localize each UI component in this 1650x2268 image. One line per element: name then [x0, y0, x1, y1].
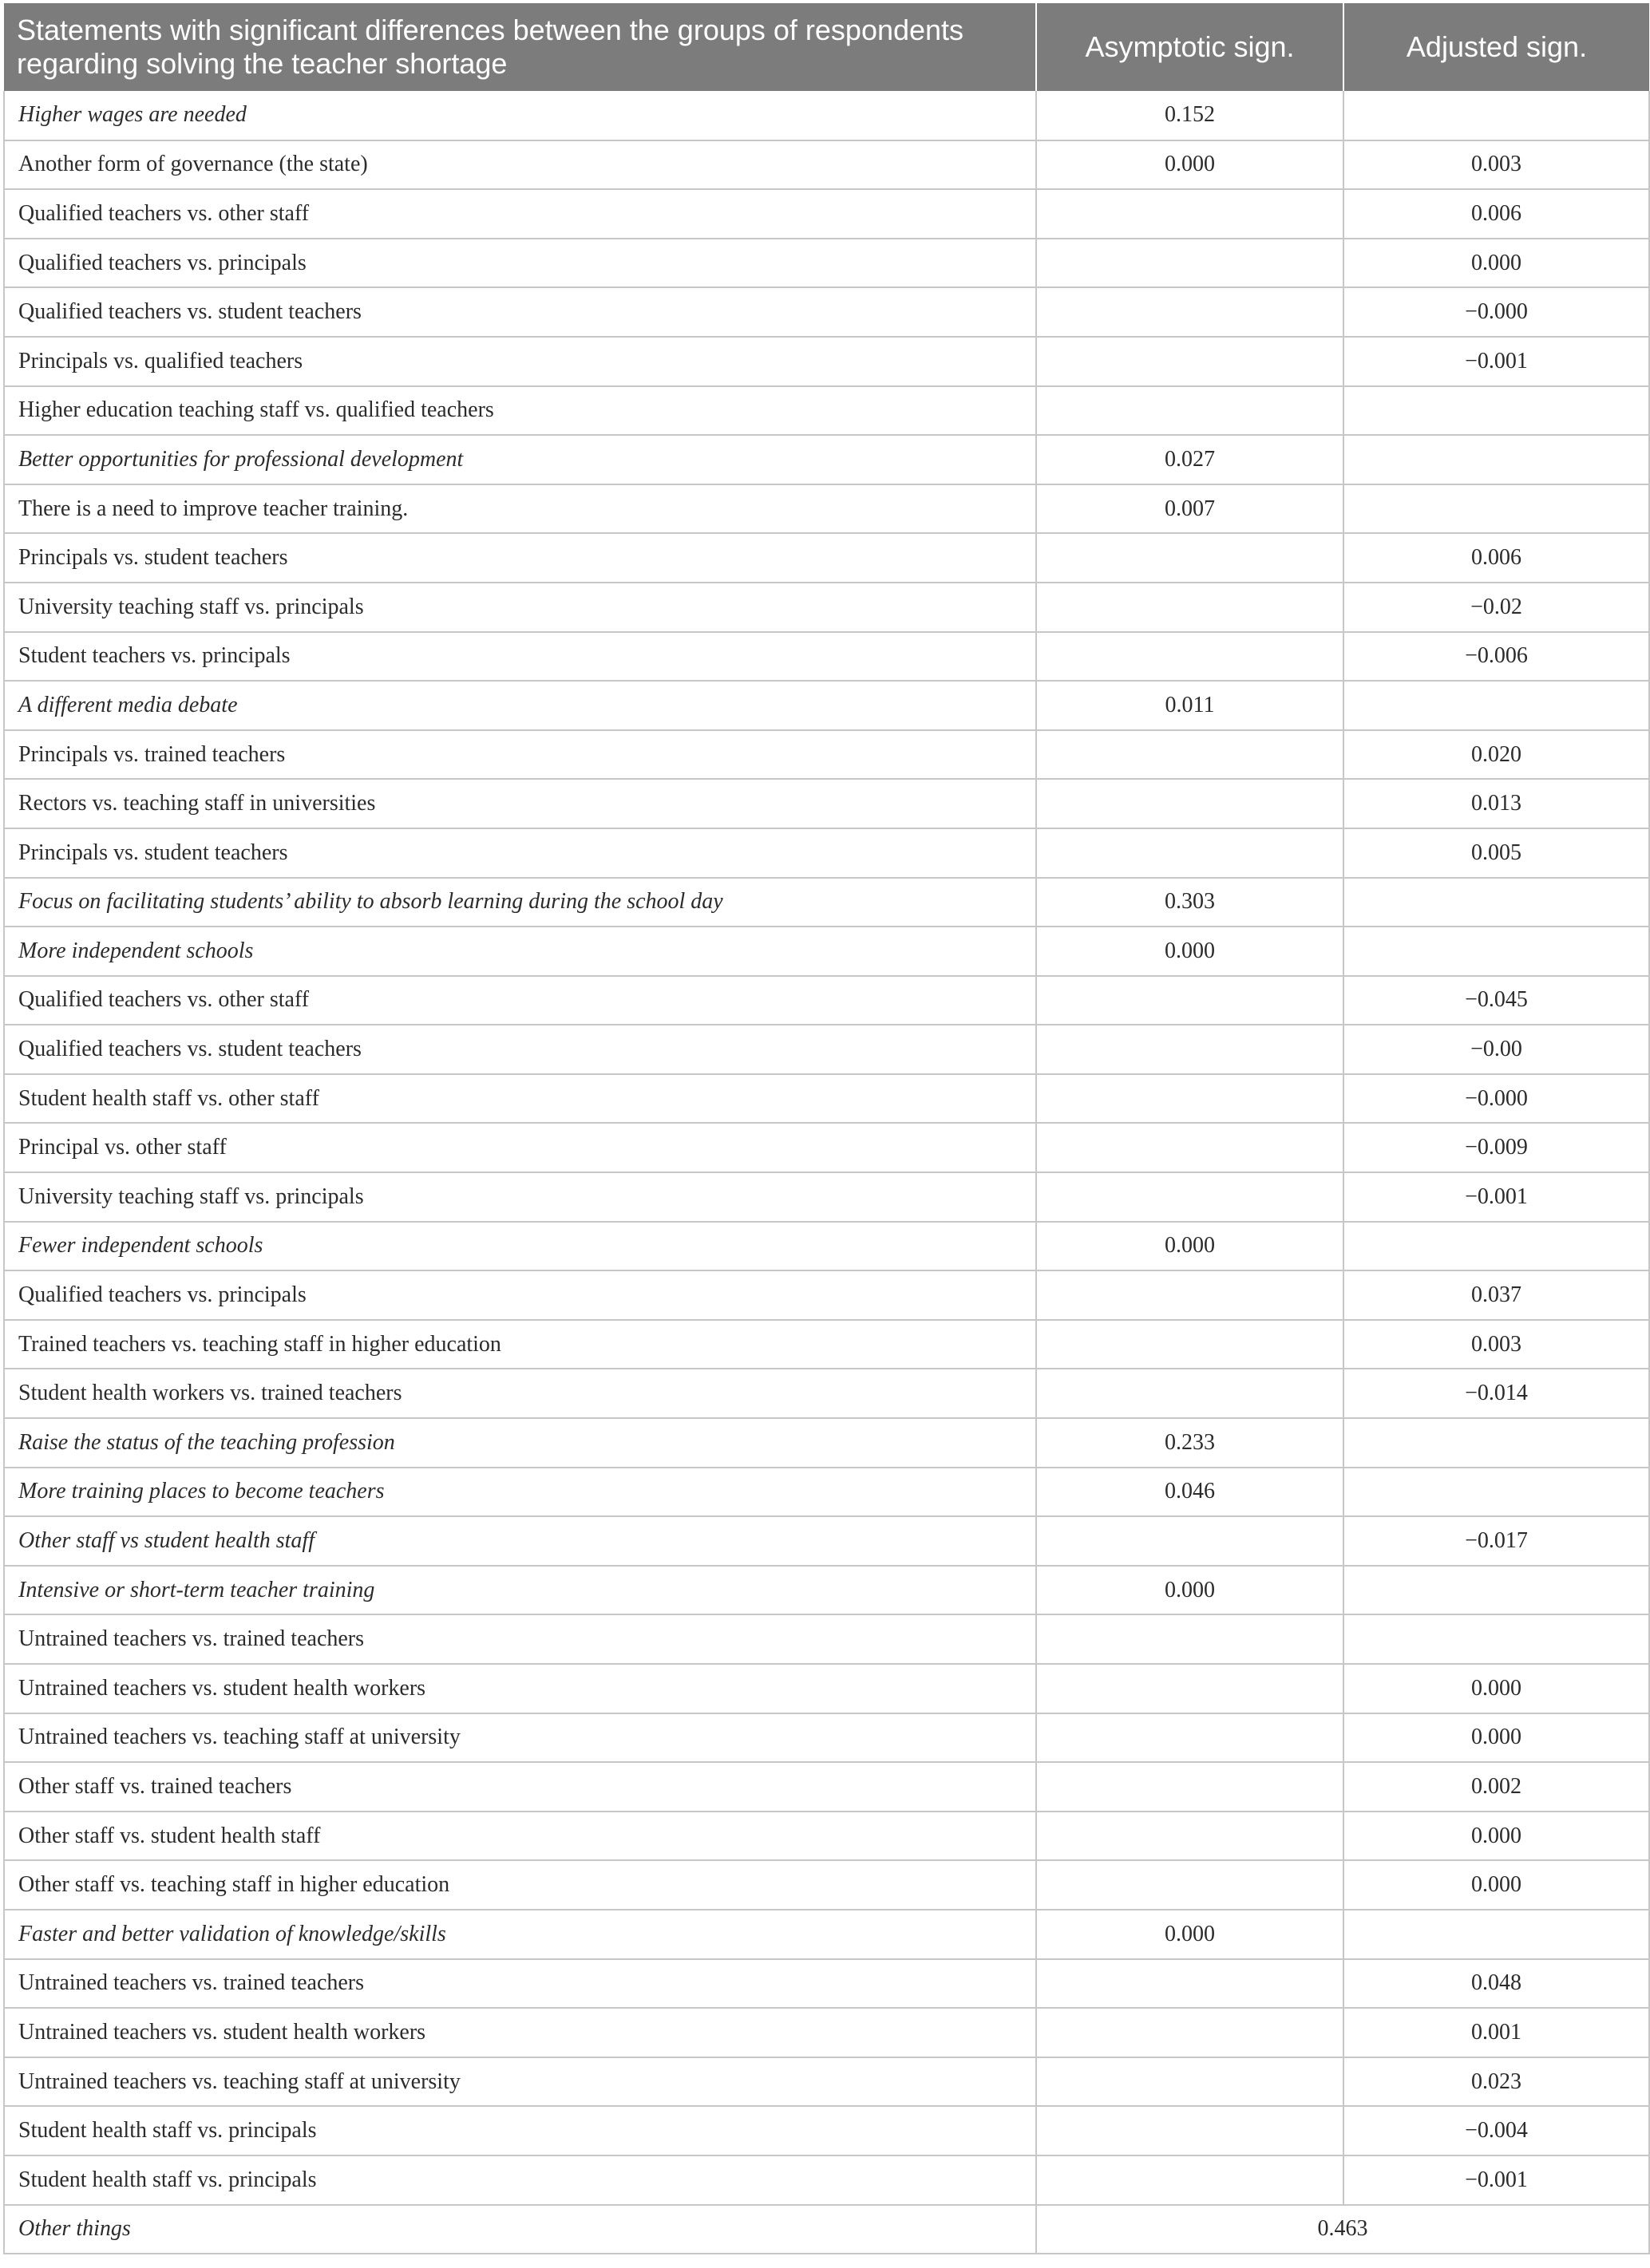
- asymptotic-sign-cell: 0.000: [1036, 1566, 1343, 1615]
- table-row: [4, 1910, 1649, 1959]
- statement-cell: University teaching staff vs. principals: [4, 1172, 1036, 1222]
- asymptotic-sign-cell: [1036, 1664, 1343, 1713]
- adjusted-sign-cell: 0.002: [1343, 1762, 1649, 1812]
- header-asymptotic-sign: Asymptotic sign.: [1036, 3, 1343, 91]
- table-header: [4, 3, 1649, 91]
- asymptotic-sign-cell: [1036, 1320, 1343, 1369]
- table-row: [4, 1222, 1649, 1271]
- statement-cell: Principals vs. student teachers: [4, 533, 1036, 583]
- table-body: [4, 91, 1649, 2254]
- adjusted-sign-cell: −0.009: [1343, 1123, 1649, 1172]
- adjusted-sign-cell: [1343, 1222, 1649, 1271]
- adjusted-sign-cell: −0.004: [1343, 2106, 1649, 2155]
- table-row: [4, 1664, 1649, 1713]
- table-row: [4, 927, 1649, 976]
- table-row: [4, 2008, 1649, 2057]
- statement-cell: Untrained teachers vs. student health workers: [4, 1664, 1036, 1713]
- adjusted-sign-cell: −0.001: [1343, 1172, 1649, 1222]
- adjusted-sign-cell: 0.000: [1343, 1812, 1649, 1861]
- significance-table: [3, 3, 1650, 2254]
- table-row: [4, 1320, 1649, 1369]
- statement-cell: More independent schools: [4, 927, 1036, 976]
- adjusted-sign-cell: −0.014: [1343, 1369, 1649, 1418]
- table-row: [4, 2155, 1649, 2205]
- table-row: [4, 484, 1649, 534]
- table-row: [4, 1614, 1649, 1664]
- asymptotic-sign-cell: [1036, 1516, 1343, 1566]
- statement-cell: Student health staff vs. principals: [4, 2155, 1036, 2205]
- asymptotic-sign-cell: 0.027: [1036, 435, 1343, 484]
- table-row: [4, 681, 1649, 730]
- adjusted-sign-cell: −0.017: [1343, 1516, 1649, 1566]
- asymptotic-sign-cell: [1036, 1270, 1343, 1320]
- asymptotic-sign-cell: [1036, 239, 1343, 288]
- asymptotic-sign-cell: [1036, 2155, 1343, 2205]
- asymptotic-sign-cell: 0.000: [1036, 927, 1343, 976]
- adjusted-sign-cell: 0.023: [1343, 2057, 1649, 2107]
- table-row: [4, 189, 1649, 239]
- table-row: [4, 435, 1649, 484]
- statement-cell: Untrained teachers vs. teaching staff at university: [4, 2057, 1036, 2107]
- statement-cell: More training places to become teachers: [4, 1468, 1036, 1517]
- asymptotic-sign-cell: [1036, 1025, 1343, 1074]
- table-row: [4, 1762, 1649, 1812]
- table-row: [4, 730, 1649, 780]
- table-row: [4, 2057, 1649, 2107]
- statement-cell: Other staff vs student health staff: [4, 1516, 1036, 1566]
- table-row: [4, 779, 1649, 828]
- asymptotic-sign-cell: [1036, 2008, 1343, 2057]
- statement-cell: Raise the status of the teaching profession: [4, 1418, 1036, 1468]
- asymptotic-sign-cell: [1036, 1123, 1343, 1172]
- statement-cell: Higher wages are needed: [4, 91, 1036, 140]
- statement-cell: Qualified teachers vs. other staff: [4, 189, 1036, 239]
- table-row: [4, 337, 1649, 386]
- adjusted-sign-cell: 0.000: [1343, 1664, 1649, 1713]
- table-row: [4, 583, 1649, 632]
- statement-cell: Intensive or short-term teacher training: [4, 1566, 1036, 1615]
- adjusted-sign-cell: −0.000: [1343, 1074, 1649, 1124]
- adjusted-sign-cell: −0.00: [1343, 1025, 1649, 1074]
- asymptotic-sign-cell: [1036, 2106, 1343, 2155]
- statement-cell: Qualified teachers vs. principals: [4, 1270, 1036, 1320]
- asymptotic-sign-cell: 0.007: [1036, 484, 1343, 534]
- statement-cell: Rectors vs. teaching staff in universities: [4, 779, 1036, 828]
- statement-cell: Other staff vs. student health staff: [4, 1812, 1036, 1861]
- table-row: [4, 1123, 1649, 1172]
- adjusted-sign-cell: 0.000: [1343, 1713, 1649, 1763]
- asymptotic-sign-cell: 0.152: [1036, 91, 1343, 140]
- statement-cell: Other staff vs. teaching staff in higher education: [4, 1860, 1036, 1910]
- adjusted-sign-cell: 0.006: [1343, 533, 1649, 583]
- statement-cell: Principals vs. qualified teachers: [4, 337, 1036, 386]
- asymptotic-sign-cell: [1036, 1762, 1343, 1812]
- header-statements: Statements with significant differences between the groups of respondents regarding solving the teacher shortage: [4, 3, 1036, 91]
- table-row: [4, 1270, 1649, 1320]
- table-row: [4, 1025, 1649, 1074]
- asymptotic-sign-cell: [1036, 1812, 1343, 1861]
- asymptotic-sign-cell: 0.233: [1036, 1418, 1343, 1468]
- asymptotic-sign-cell: [1036, 730, 1343, 780]
- adjusted-sign-cell: −0.001: [1343, 2155, 1649, 2205]
- statement-cell: Qualified teachers vs. student teachers: [4, 287, 1036, 337]
- header-adjusted-sign: Adjusted sign.: [1343, 3, 1649, 91]
- adjusted-sign-cell: 0.003: [1343, 140, 1649, 190]
- adjusted-sign-cell: −0.006: [1343, 632, 1649, 682]
- adjusted-sign-cell: −0.000: [1343, 287, 1649, 337]
- asymptotic-sign-cell: [1036, 1369, 1343, 1418]
- adjusted-sign-cell: [1343, 1614, 1649, 1664]
- adjusted-sign-cell: [1343, 1418, 1649, 1468]
- asymptotic-sign-cell: 0.000: [1036, 1222, 1343, 1271]
- adjusted-sign-cell: [1343, 91, 1649, 140]
- adjusted-sign-cell: [1343, 878, 1649, 927]
- asymptotic-sign-cell: [1036, 1713, 1343, 1763]
- merged-sign-cell: 0.463: [1036, 2205, 1649, 2254]
- table-row-final: [4, 2205, 1649, 2254]
- statement-cell: Focus on facilitating students’ ability to absorb learning during the school day: [4, 878, 1036, 927]
- statement-cell: Untrained teachers vs. student health workers: [4, 2008, 1036, 2057]
- statement-cell: Faster and better validation of knowledge/skills: [4, 1910, 1036, 1959]
- table-row: [4, 828, 1649, 878]
- adjusted-sign-cell: [1343, 484, 1649, 534]
- asymptotic-sign-cell: [1036, 337, 1343, 386]
- asymptotic-sign-cell: [1036, 632, 1343, 682]
- adjusted-sign-cell: 0.005: [1343, 828, 1649, 878]
- statement-cell: Higher education teaching staff vs. qualified teachers: [4, 386, 1036, 436]
- adjusted-sign-cell: 0.001: [1343, 2008, 1649, 2057]
- asymptotic-sign-cell: [1036, 1614, 1343, 1664]
- asymptotic-sign-cell: [1036, 583, 1343, 632]
- table-row: [4, 976, 1649, 1025]
- adjusted-sign-cell: [1343, 435, 1649, 484]
- statement-cell: Better opportunities for professional development: [4, 435, 1036, 484]
- asymptotic-sign-cell: [1036, 533, 1343, 583]
- asymptotic-sign-cell: [1036, 2057, 1343, 2107]
- table-row: [4, 1959, 1649, 2009]
- statement-cell: University teaching staff vs. principals: [4, 583, 1036, 632]
- statement-cell: Principals vs. trained teachers: [4, 730, 1036, 780]
- statement-cell: Qualified teachers vs. principals: [4, 239, 1036, 288]
- statement-cell: Other things: [4, 2205, 1036, 2254]
- table-row: [4, 91, 1649, 140]
- statement-cell: Another form of governance (the state): [4, 140, 1036, 190]
- table-row: [4, 878, 1649, 927]
- asymptotic-sign-cell: [1036, 189, 1343, 239]
- asymptotic-sign-cell: 0.000: [1036, 1910, 1343, 1959]
- asymptotic-sign-cell: 0.046: [1036, 1468, 1343, 1517]
- table-row: [4, 2106, 1649, 2155]
- table-row: [4, 386, 1649, 436]
- header-row: [4, 3, 1649, 91]
- adjusted-sign-cell: [1343, 1910, 1649, 1959]
- adjusted-sign-cell: 0.000: [1343, 1860, 1649, 1910]
- table-row: [4, 1172, 1649, 1222]
- table-row: [4, 239, 1649, 288]
- table-row: [4, 140, 1649, 190]
- table-row: [4, 632, 1649, 682]
- statement-cell: Qualified teachers vs. student teachers: [4, 1025, 1036, 1074]
- adjusted-sign-cell: 0.048: [1343, 1959, 1649, 2009]
- asymptotic-sign-cell: [1036, 828, 1343, 878]
- statement-cell: Principal vs. other staff: [4, 1123, 1036, 1172]
- adjusted-sign-cell: 0.013: [1343, 779, 1649, 828]
- table-row: [4, 1860, 1649, 1910]
- adjusted-sign-cell: 0.003: [1343, 1320, 1649, 1369]
- statement-cell: Other staff vs. trained teachers: [4, 1762, 1036, 1812]
- statement-cell: Trained teachers vs. teaching staff in higher education: [4, 1320, 1036, 1369]
- table-row: [4, 1468, 1649, 1517]
- asymptotic-sign-cell: [1036, 287, 1343, 337]
- statement-cell: A different media debate: [4, 681, 1036, 730]
- asymptotic-sign-cell: [1036, 1074, 1343, 1124]
- asymptotic-sign-cell: [1036, 386, 1343, 436]
- table-row: [4, 1713, 1649, 1763]
- adjusted-sign-cell: 0.020: [1343, 730, 1649, 780]
- statement-cell: Student health staff vs. principals: [4, 2106, 1036, 2155]
- statement-cell: Qualified teachers vs. other staff: [4, 976, 1036, 1025]
- statement-cell: Student teachers vs. principals: [4, 632, 1036, 682]
- table-row: [4, 533, 1649, 583]
- adjusted-sign-cell: 0.000: [1343, 239, 1649, 288]
- asymptotic-sign-cell: 0.303: [1036, 878, 1343, 927]
- adjusted-sign-cell: 0.006: [1343, 189, 1649, 239]
- adjusted-sign-cell: [1343, 1468, 1649, 1517]
- table-row: [4, 287, 1649, 337]
- table-row: [4, 1566, 1649, 1615]
- adjusted-sign-cell: −0.02: [1343, 583, 1649, 632]
- table-row: [4, 1516, 1649, 1566]
- statement-cell: There is a need to improve teacher training.: [4, 484, 1036, 534]
- statement-cell: Untrained teachers vs. trained teachers: [4, 1959, 1036, 2009]
- asymptotic-sign-cell: [1036, 976, 1343, 1025]
- adjusted-sign-cell: [1343, 1566, 1649, 1615]
- adjusted-sign-cell: [1343, 386, 1649, 436]
- asymptotic-sign-cell: [1036, 1860, 1343, 1910]
- table-row: [4, 1074, 1649, 1124]
- adjusted-sign-cell: [1343, 681, 1649, 730]
- asymptotic-sign-cell: [1036, 779, 1343, 828]
- table-row: [4, 1812, 1649, 1861]
- adjusted-sign-cell: [1343, 927, 1649, 976]
- adjusted-sign-cell: −0.001: [1343, 337, 1649, 386]
- table-row: [4, 1369, 1649, 1418]
- asymptotic-sign-cell: [1036, 1959, 1343, 2009]
- adjusted-sign-cell: 0.037: [1343, 1270, 1649, 1320]
- table-row: [4, 1418, 1649, 1468]
- statement-cell: Fewer independent schools: [4, 1222, 1036, 1271]
- statement-cell: Untrained teachers vs. teaching staff at university: [4, 1713, 1036, 1763]
- statement-cell: Student health staff vs. other staff: [4, 1074, 1036, 1124]
- statement-cell: Student health workers vs. trained teachers: [4, 1369, 1036, 1418]
- statement-cell: Principals vs. student teachers: [4, 828, 1036, 878]
- asymptotic-sign-cell: [1036, 1172, 1343, 1222]
- asymptotic-sign-cell: 0.000: [1036, 140, 1343, 190]
- statement-cell: Untrained teachers vs. trained teachers: [4, 1614, 1036, 1664]
- asymptotic-sign-cell: 0.011: [1036, 681, 1343, 730]
- adjusted-sign-cell: −0.045: [1343, 976, 1649, 1025]
